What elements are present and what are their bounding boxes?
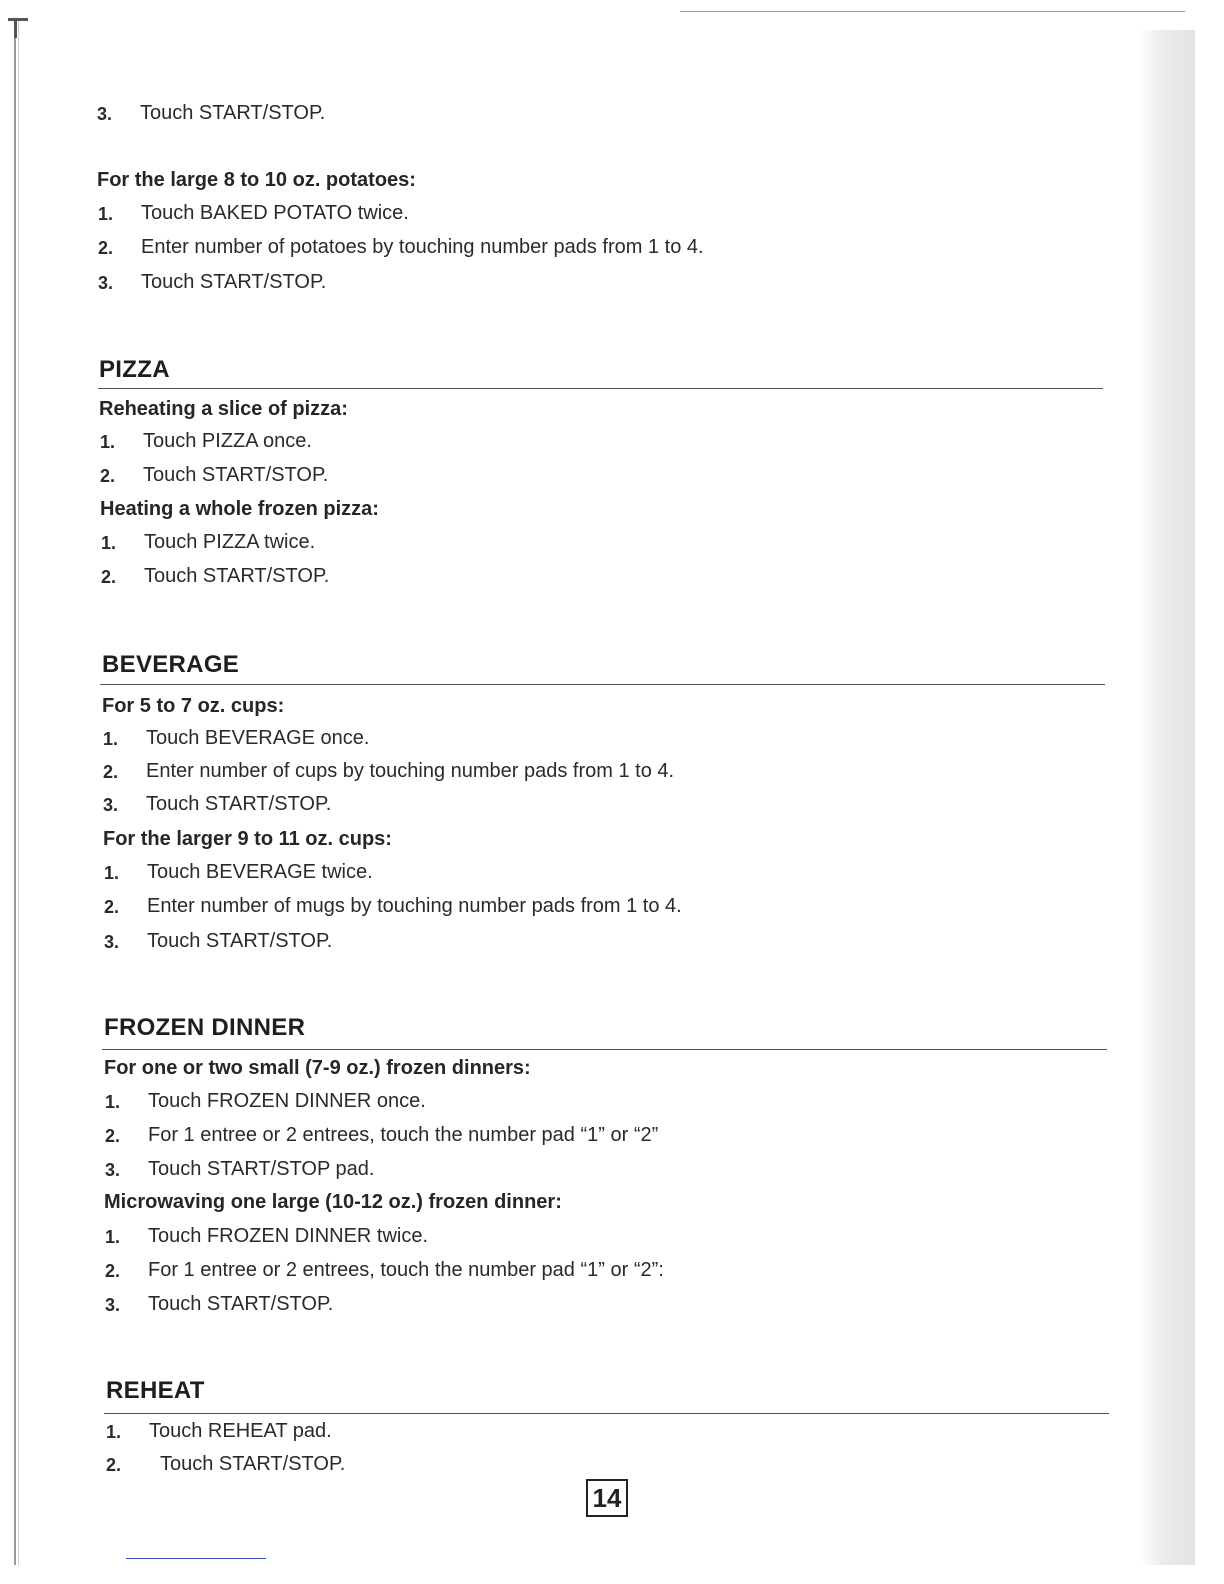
step-text: For 1 entree or 2 entrees, touch the number pad “1” or “2”: — [148, 1259, 664, 1281]
step-number: 2. — [103, 762, 119, 782]
step-text: Touch START/STOP pad. — [148, 1158, 375, 1180]
step-number: 2. — [105, 1126, 121, 1146]
step-number: 2. — [101, 567, 117, 587]
step-text: Touch FROZEN DINNER twice. — [148, 1225, 429, 1247]
section-divider — [104, 1413, 1109, 1414]
section-divider — [102, 1049, 1107, 1050]
step-number: 1. — [98, 204, 114, 224]
section-heading-frozen-dinner: FROZEN DINNER — [104, 1014, 306, 1041]
step-number: 2. — [98, 238, 114, 258]
step-text: Touch START/STOP. — [144, 565, 330, 587]
step-text: Enter number of cups by touching number pads from 1 to 4. — [146, 760, 675, 782]
step-text: Touch PIZZA once. — [143, 430, 312, 452]
subheading: For 5 to 7 oz. cups: — [102, 695, 285, 717]
step-number: 2. — [106, 1455, 122, 1475]
step-number: 3. — [103, 795, 119, 815]
step-text: Touch START/STOP. — [143, 464, 329, 486]
step-text: Touch START/STOP. — [141, 271, 327, 293]
section-divider — [98, 388, 1103, 389]
scan-edge-line — [14, 20, 16, 1565]
step-text: Enter number of potatoes by touching number pads from 1 to 4. — [141, 236, 704, 258]
subheading: For one or two small (7-9 oz.) frozen dinners: — [104, 1057, 531, 1079]
step-text: Touch START/STOP. — [146, 793, 332, 815]
step-number: 1. — [100, 432, 116, 452]
step-number: 2. — [100, 466, 116, 486]
step-text: Enter number of mugs by touching number pads from 1 to 4. — [147, 895, 682, 917]
step-text: Touch START/STOP. — [148, 1293, 334, 1315]
scan-edge-line — [18, 20, 19, 1565]
step-text: Touch REHEAT pad. — [149, 1420, 332, 1442]
step-text: Touch BEVERAGE twice. — [147, 861, 373, 883]
step-text: Touch BEVERAGE once. — [146, 727, 370, 749]
subheading: Reheating a slice of pizza: — [99, 398, 348, 420]
step-text: Touch START/STOP. — [140, 102, 326, 124]
subheading: Microwaving one large (10-12 oz.) frozen dinner: — [104, 1191, 562, 1213]
bottom-underline — [126, 1558, 266, 1559]
step-text: Touch FROZEN DINNER once. — [148, 1090, 426, 1112]
corner-mark — [8, 18, 28, 21]
step-number: 2. — [104, 897, 120, 917]
corner-mark — [14, 18, 17, 38]
step-text: Touch START/STOP. — [160, 1453, 346, 1475]
step-number: 1. — [104, 863, 120, 883]
step-number: 1. — [106, 1422, 122, 1442]
step-text: For 1 entree or 2 entrees, touch the number pad “1” or “2” — [148, 1124, 659, 1146]
step-number: 1. — [101, 533, 117, 553]
step-number: 3. — [105, 1160, 121, 1180]
step-number: 3. — [105, 1295, 121, 1315]
section-heading-beverage: BEVERAGE — [102, 651, 240, 678]
page-number: 14 — [586, 1479, 628, 1517]
section-heading-reheat: REHEAT — [106, 1377, 205, 1404]
subheading: For the larger 9 to 11 oz. cups: — [103, 828, 392, 850]
section-divider — [100, 684, 1105, 685]
top-rule — [680, 11, 1185, 12]
subheading: Heating a whole frozen pizza: — [100, 498, 379, 520]
step-number: 3. — [97, 104, 113, 124]
subheading: For the large 8 to 10 oz. potatoes: — [97, 169, 416, 191]
step-number: 3. — [98, 273, 114, 293]
step-number: 2. — [105, 1261, 121, 1281]
step-text: Touch BAKED POTATO twice. — [141, 202, 409, 224]
step-number: 1. — [105, 1092, 121, 1112]
step-text: Touch START/STOP. — [147, 930, 333, 952]
step-text: Touch PIZZA twice. — [144, 531, 316, 553]
step-number: 1. — [103, 729, 119, 749]
step-number: 3. — [104, 932, 120, 952]
step-number: 1. — [105, 1227, 121, 1247]
scan-shadow — [1140, 30, 1195, 1565]
section-heading-pizza: PIZZA — [99, 356, 170, 383]
